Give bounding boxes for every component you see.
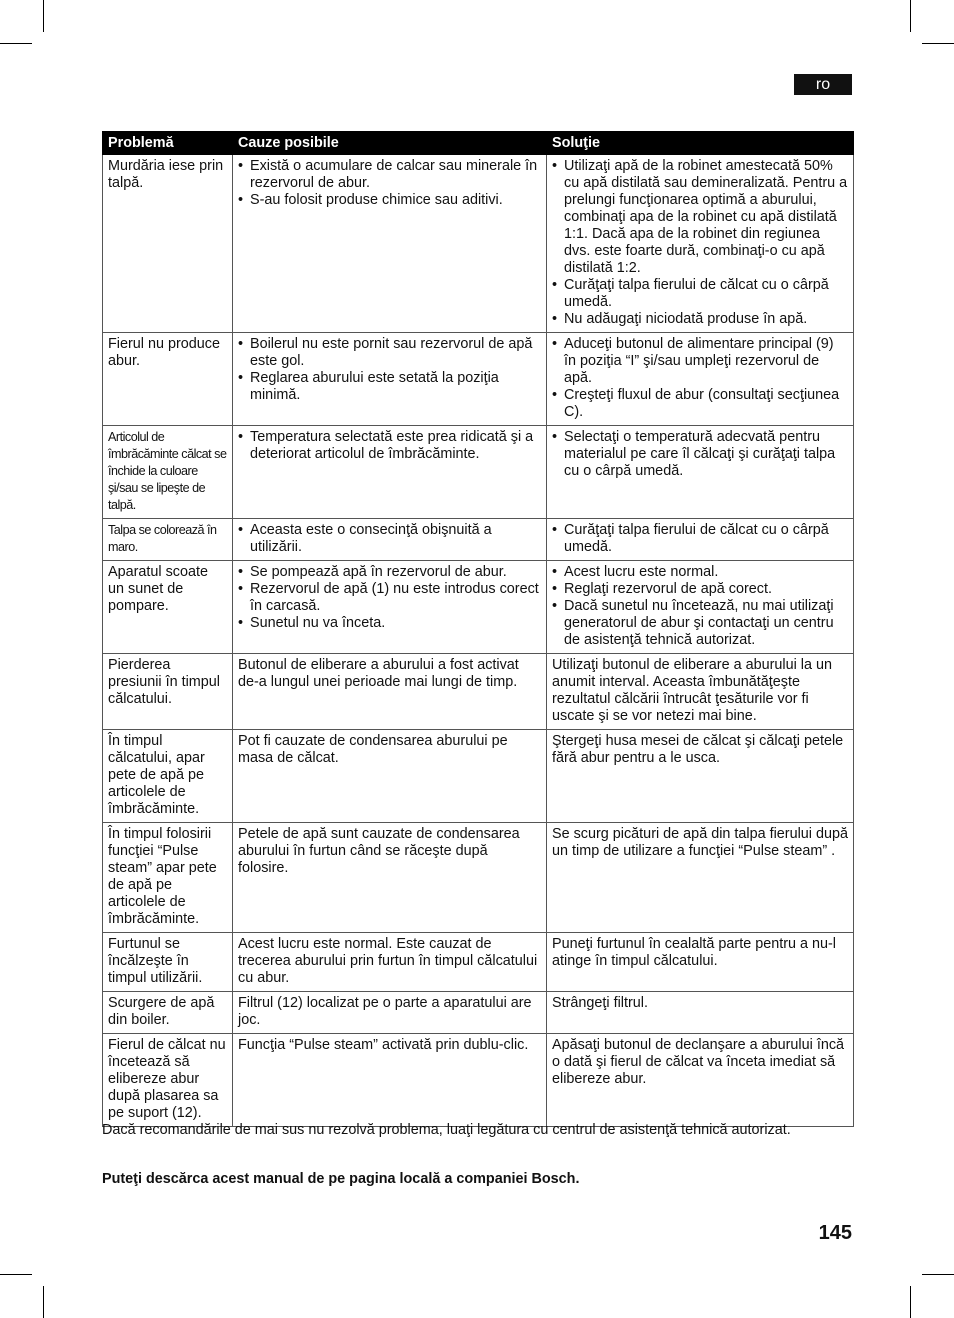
causes-cell: Acest lucru este normal. Este cauzat de trecerea aburului prin furtun în timpul călcatului cu abur. xyxy=(233,933,547,992)
table-header-row xyxy=(103,132,854,155)
solution-item: • Curăţaţi talpa fierului de călcat cu o cârpă umedă. xyxy=(552,277,848,311)
solutions-cell: Strângeţi filtrul. xyxy=(547,992,854,1034)
solution-item: • Selectaţi o temperatură adecvată pentru materialul pe care îl călcaţi şi curăţaţi talpa cu o cârpă umedă. xyxy=(552,429,848,480)
solutions-cell: Puneţi furtunul în cealaltă parte pentru a nu-l atinge în timpul călcatului. xyxy=(547,933,854,992)
table-row xyxy=(103,730,854,823)
cause-item: • Aceasta este o consecinţă obişnuită a utilizării. xyxy=(238,522,541,556)
crop-mark xyxy=(922,1274,954,1275)
header-problem: Problemă xyxy=(103,132,233,155)
cause-item: • S-au folosit produse chimice sau aditivi. xyxy=(238,192,541,209)
table-row xyxy=(103,654,854,730)
solution-item: • Aduceţi butonul de alimentare principal (9) în poziţia “I” şi/sau umpleţi rezervorul de apă. xyxy=(552,336,848,387)
problem-cell: Fierul de călcat nu încetează să elibereze abur după plasarea sa pe suport (12). xyxy=(103,1034,233,1127)
causes-cell: Funcţia “Pulse steam” activată prin dublu-clic. xyxy=(233,1034,547,1127)
table-row xyxy=(103,561,854,654)
table-row xyxy=(103,1034,854,1127)
solution-item: • Reglaţi rezervorul de apă corect. xyxy=(552,581,848,598)
solution-item: • Curăţaţi talpa fierului de călcat cu o cârpă umedă. xyxy=(552,522,848,556)
solutions-cell: Se scurg picături de apă din talpa fierului după un timp de utilizare a funcţiei “Pulse steam” . xyxy=(547,823,854,933)
solution-item: • Dacă sunetul nu încetează, nu mai utilizaţi generatorul de abur şi contactaţi un centru de asistenţă tehnică autorizat. xyxy=(552,598,848,649)
causes-cell xyxy=(233,426,547,519)
support-note: Dacă recomandările de mai sus nu rezolvă problema, luaţi legătura cu centrul de asistenţă tehnică autorizat. xyxy=(102,1122,791,1138)
cause-item: • Sunetul nu va înceta. xyxy=(238,615,541,632)
problem-cell: Fierul nu produce abur. xyxy=(103,333,233,426)
solutions-cell: Ştergeţi husa mesei de călcat şi călcaţi petele fără abur pentru a le usca. xyxy=(547,730,854,823)
problem-cell: În timpul călcatului, apar pete de apă pe articolele de îmbrăcăminte. xyxy=(103,730,233,823)
table-row xyxy=(103,933,854,992)
troubleshooting-table xyxy=(102,131,854,1127)
header-causes: Cauze posibile xyxy=(233,132,547,155)
cause-item: • Se pompează apă în rezervorul de abur. xyxy=(238,564,541,581)
table-row xyxy=(103,426,854,519)
cause-item: • Temperatura selectată este prea ridicată şi a deteriorat articolul de îmbrăcăminte. xyxy=(238,429,541,463)
problem-cell: Talpa se colorează în maro. xyxy=(103,519,233,561)
solution-item: • Utilizaţi apă de la robinet amestecată 50% cu apă distilată sau demineralizată. Pentru a prelungi funcţionarea optimă a aburului, combinaţi apa de la robinet cu apă distilată 1:1. Dacă apa de la robinet din regiunea dvs. este foarte dură, combinaţi-o cu apă distilată 1:2. xyxy=(552,158,848,277)
solution-item: • Acest lucru este normal. xyxy=(552,564,848,581)
problem-cell: Murdăria iese prin talpă. xyxy=(103,155,233,333)
causes-cell xyxy=(233,155,547,333)
solutions-cell xyxy=(547,561,854,654)
causes-cell xyxy=(233,561,547,654)
crop-mark xyxy=(0,1274,32,1275)
solution-item: • Nu adăugaţi niciodată produse în apă. xyxy=(552,311,848,328)
table-row xyxy=(103,992,854,1034)
page-number: 145 xyxy=(818,1222,852,1244)
crop-mark xyxy=(43,1286,44,1318)
problem-cell: În timpul folosirii funcţiei “Pulse steam” apar pete de apă pe articolele de îmbrăcăminte. xyxy=(103,823,233,933)
cause-item: • Reglarea aburului este setată la poziţia minimă. xyxy=(238,370,541,404)
crop-mark xyxy=(43,0,44,32)
solutions-cell: Utilizaţi butonul de eliberare a aburului la un anumit interval. Aceasta îmbunătăţeşte rezultatul călcării întrucât ţesăturile vor fi uscate şi se vor netezi mai bine. xyxy=(547,654,854,730)
solution-item: • Creşteţi fluxul de abur (consultaţi secţiunea C). xyxy=(552,387,848,421)
crop-mark xyxy=(910,1286,911,1318)
cause-item: • Boilerul nu este pornit sau rezervorul de apă este gol. xyxy=(238,336,541,370)
language-badge: ro xyxy=(794,74,852,95)
solutions-cell xyxy=(547,155,854,333)
causes-cell: Butonul de eliberare a aburului a fost activat de-a lungul unei perioade mai lungi de timp. xyxy=(233,654,547,730)
problem-cell: Scurgere de apă din boiler. xyxy=(103,992,233,1034)
header-solution: Soluţie xyxy=(547,132,854,155)
problem-cell: Aparatul scoate un sunet de pompare. xyxy=(103,561,233,654)
solutions-cell xyxy=(547,333,854,426)
problem-cell: Articolul de îmbrăcăminte călcat se închide la culoare şi/sau se lipeşte de talpă. xyxy=(103,426,233,519)
table-row xyxy=(103,333,854,426)
crop-mark xyxy=(910,0,911,32)
problem-cell: Pierderea presiunii în timpul călcatului. xyxy=(103,654,233,730)
cause-item: • Rezervorul de apă (1) nu este introdus corect în carcasă. xyxy=(238,581,541,615)
crop-mark xyxy=(0,43,32,44)
solutions-cell xyxy=(547,426,854,519)
causes-cell: Pot fi cauzate de condensarea aburului pe masa de călcat. xyxy=(233,730,547,823)
solutions-cell: Apăsaţi butonul de declanşare a aburului încă o dată şi fierul de călcat va înceta imediat să elibereze abur. xyxy=(547,1034,854,1127)
causes-cell xyxy=(233,519,547,561)
table-row xyxy=(103,823,854,933)
causes-cell: Petele de apă sunt cauzate de condensarea aburului în furtun când se răceşte după folosire. xyxy=(233,823,547,933)
causes-cell: Filtrul (12) localizat pe o parte a aparatului are joc. xyxy=(233,992,547,1034)
problem-cell: Furtunul se încălzeşte în timpul utilizării. xyxy=(103,933,233,992)
table-row xyxy=(103,519,854,561)
table-row xyxy=(103,155,854,333)
solutions-cell xyxy=(547,519,854,561)
download-note: Puteţi descărca acest manual de pe pagina locală a companiei Bosch. xyxy=(102,1171,580,1187)
causes-cell xyxy=(233,333,547,426)
crop-mark xyxy=(922,43,954,44)
cause-item: • Există o acumulare de calcar sau minerale în rezervorul de abur. xyxy=(238,158,541,192)
